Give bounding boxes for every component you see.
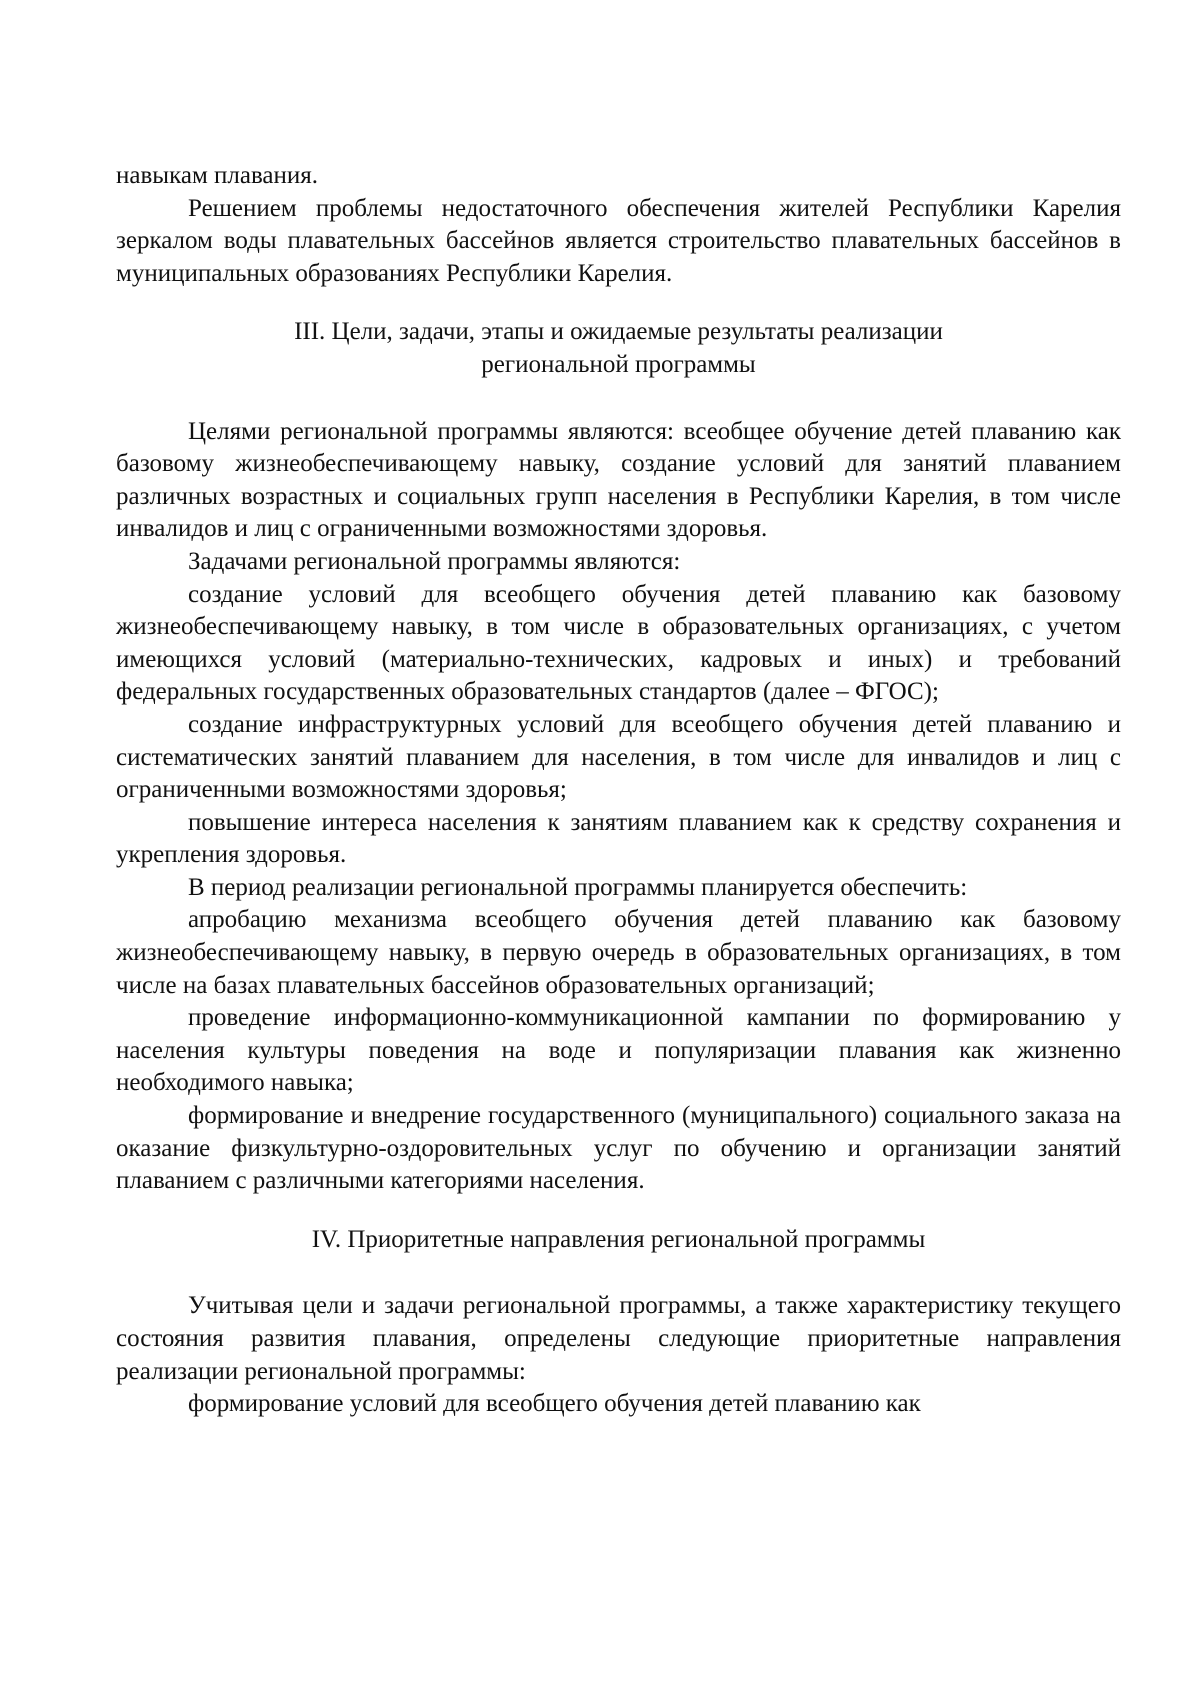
task-item: создание условий для всеобщего обучения детей плаванию как базовому жизнеобеспечивающему навыку, в том числе в образовательных организациях, с учетом имеющихся условий (материально-технических, кадровых и иных) и требований федеральных государственных образовательных стандартов (далее – ФГОС); [116, 580, 1121, 706]
spacer [116, 382, 1121, 416]
document-page [116, 160, 1121, 1421]
spacer [116, 1256, 1121, 1290]
tasks-intro-paragraph: Задачами региональной программы являются: [188, 547, 681, 575]
section3-heading-line1: III. Цели, задачи, этапы и ожидаемые результаты реализации [294, 318, 943, 346]
result-item: апробацию механизма всеобщего обучения детей плаванию как базовому жизнеобеспечивающему навыку, в первую очередь в образовательных организациях, в том числе на базах плавательных бассейнов образовательных организаций; [116, 906, 1121, 999]
last-paragraph: формирование условий для всеобщего обучения детей плаванию как [188, 1390, 921, 1418]
result-item: проведение информационно-коммуникационной кампании по формированию у населения культуры поведения на воде и популяризации плавания как жизненно необходимого навыка; [116, 1004, 1121, 1097]
section4-heading: IV. Приоритетные направления региональной программы [311, 1225, 926, 1253]
intro-tail-paragraph: навыкам плавания. [116, 162, 319, 189]
goals-paragraph: Целями региональной программы являются: всеобщее обучение детей плаванию как базовому жизнеобеспечивающему навыку, создание условий для занятий плаванием различных возрастных и социальных групп населения в Республики Карелия, в том числе инвалидов и лиц с ограниченными возможностями здоровья. [116, 417, 1121, 543]
spacer [116, 290, 1121, 316]
result-item: формирование и внедрение государственного (муниципального) социального заказа на оказание физкультурно-оздоровительных услуг по обучению и организации занятий плаванием с различными категориями населения. [116, 1102, 1121, 1195]
solution-paragraph: Решением проблемы недостаточного обеспечения жителей Республики Карелия зеркалом воды плавательных бассейнов является строительство плавательных бассейнов в муниципальных образованиях Республики Карелия. [116, 194, 1121, 287]
section3-heading-line2: региональной программы [481, 350, 756, 378]
spacer [116, 1198, 1121, 1224]
period-intro-paragraph: В период реализации региональной программы планируется обеспечить: [188, 873, 968, 901]
task-item: создание инфраструктурных условий для всеобщего обучения детей плаванию и систематических занятий плаванием для населения, в том числе для инвалидов и лиц с ограниченными возможностями здоровья; [116, 710, 1121, 804]
task-item: повышение интереса населения к занятиям плаванием как к средству сохранения и укрепления здоровья. [116, 808, 1121, 869]
priorities-paragraph: Учитывая цели и задачи региональной программы, а также характеристику текущего состояния развития плавания, определены следующие приоритетные направления реализации региональной программы: [116, 1292, 1121, 1385]
